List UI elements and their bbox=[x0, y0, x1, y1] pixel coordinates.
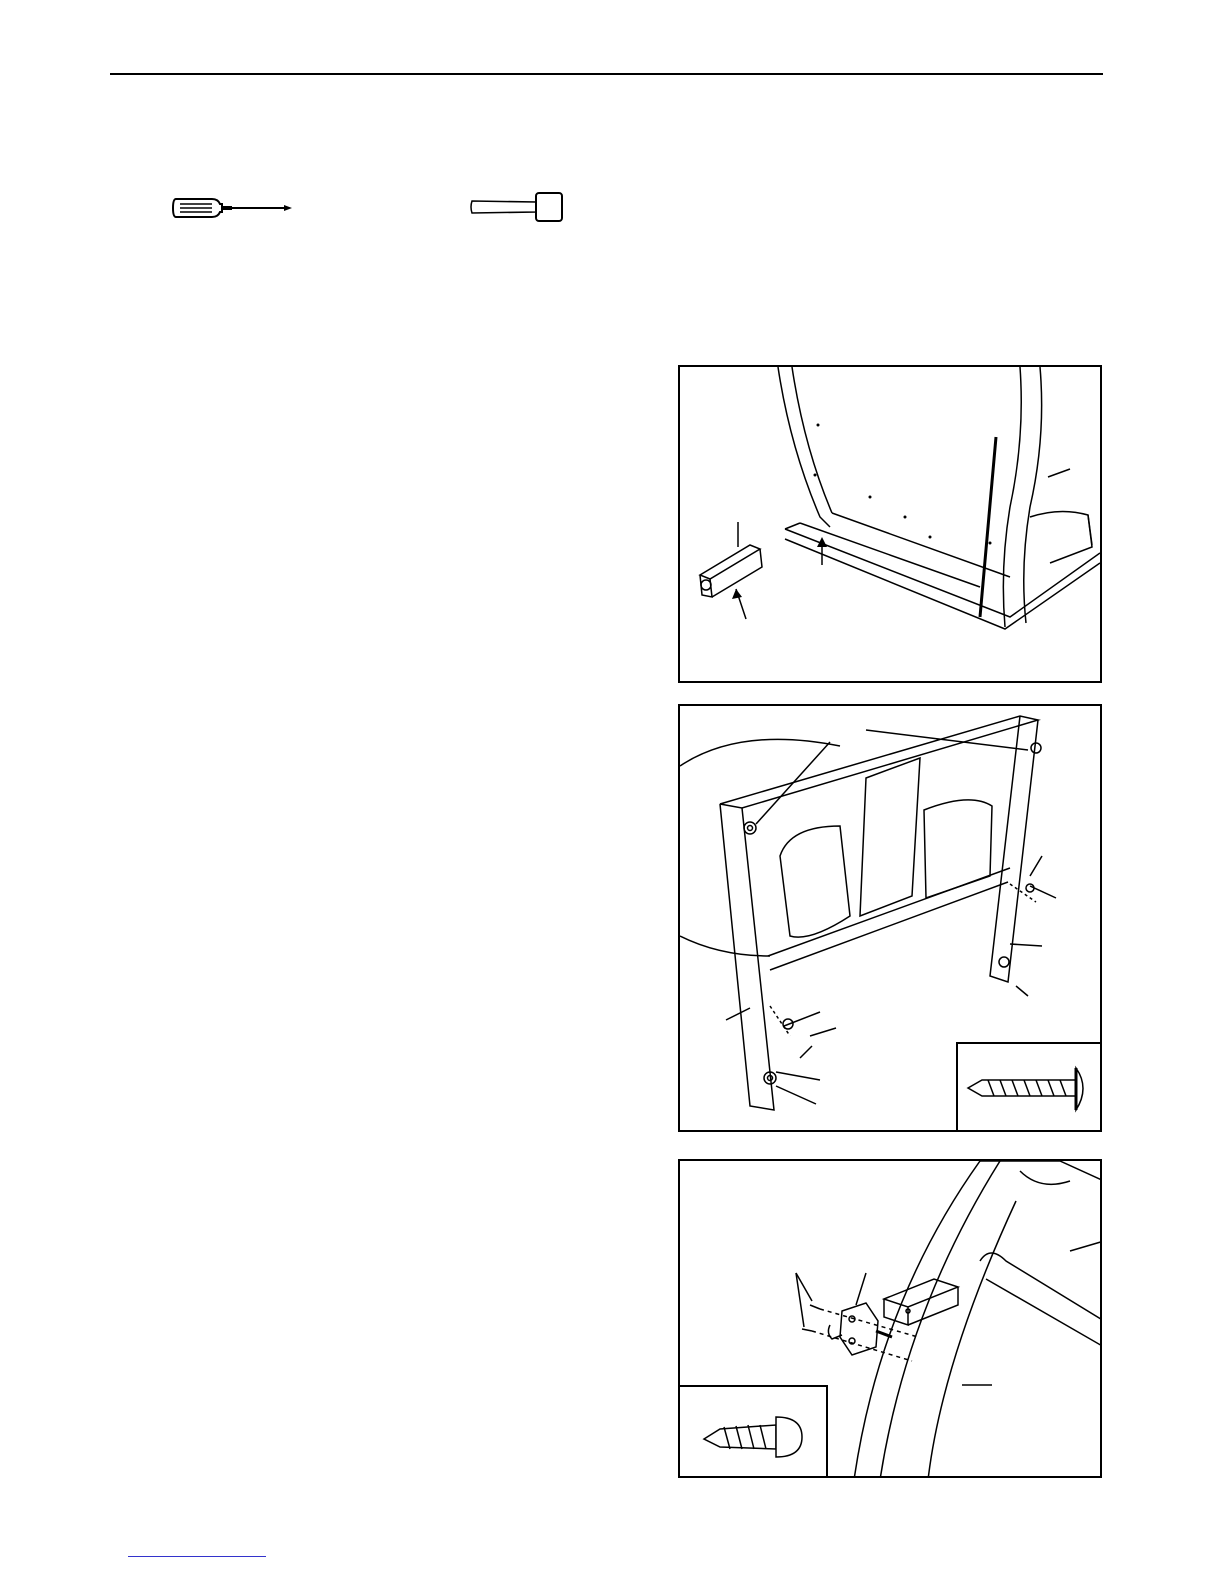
footer-link-underline bbox=[128, 1556, 266, 1557]
figure-1-illustration bbox=[680, 367, 1102, 683]
top-rule bbox=[110, 73, 1103, 75]
screwdriver-icon bbox=[172, 196, 296, 225]
screw-detail-icon bbox=[680, 1387, 826, 1478]
screw-detail-icon bbox=[958, 1044, 1102, 1132]
figure-1-panel bbox=[678, 365, 1102, 683]
figure-3-screw-inset bbox=[678, 1385, 828, 1478]
mallet-icon bbox=[470, 189, 566, 230]
figure-2-panel bbox=[678, 704, 1102, 1132]
figure-2-screw-inset bbox=[956, 1042, 1102, 1132]
figure-3-panel bbox=[678, 1159, 1102, 1478]
